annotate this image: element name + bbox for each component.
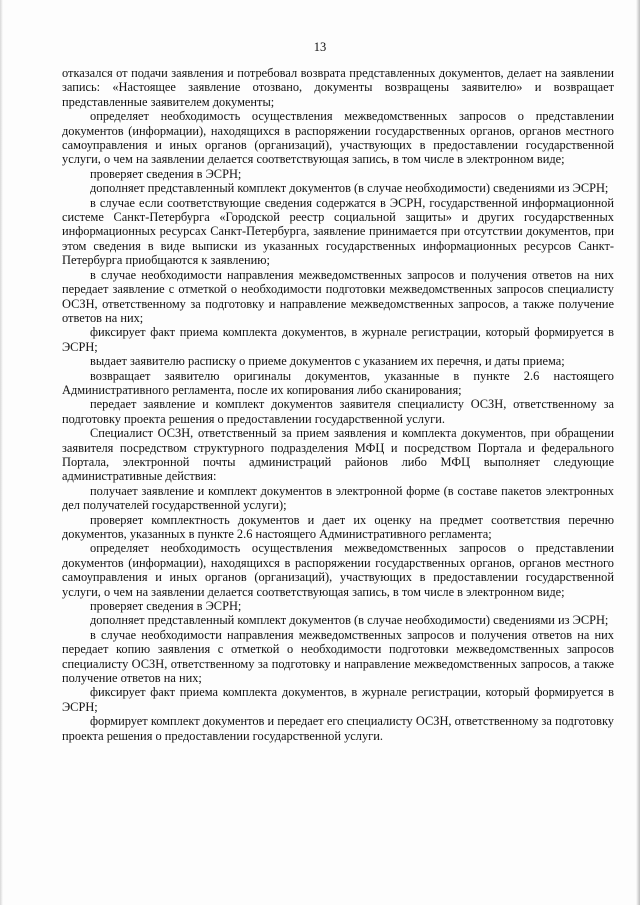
paragraph: отказался от подачи заявления и потребовал возврата представленных документов, делает на заявлении запись: «Настоящее заявление отозвано, документы возвращены заявителю» и возвращает представленные заявителем документы;	[62, 66, 614, 109]
paragraph: в случае необходимости направления межведомственных запросов и получения ответов на них передает копию заявления с отметкой о необходимости подготовки межведомственных запросов специалисту ОСЗН, ответственному за подготовку и направление межведомственных запросов, а также получение ответов на них;	[62, 627, 614, 686]
paragraph: проверяет сведения в ЭСРН;	[90, 166, 242, 181]
paragraph: определяет необходимость осуществления межведомственных запросов о представлении документов (информации), находящихся в распоряжении государственных органов, органов местного самоуправления и иных органов (организаций), участвующих в предоставлении государственной услуги, о чем на заявлении делается соответствующая запись, в том числе в электронном виде;	[62, 109, 614, 167]
paragraph: фиксирует факт приема комплекта документов, в журнале регистрации, который формируется в ЭСРН;	[62, 685, 614, 714]
paragraph: определяет необходимость осуществления межведомственных запросов о представлении документов (информации), находящихся в распоряжении государственных органов, органов местного самоуправления и иных органов (организаций), участвующих в предоставлении государственной услуги, о чем на заявлении делается соответствующая запись, в том числе в электронном виде;	[62, 541, 614, 599]
paragraph: передает заявление и комплект документов заявителя специалисту ОСЗН, ответственному за подготовку проекта решения о предоставлении государственной услуги.	[62, 397, 614, 426]
paragraph: проверяет комплектность документов и дает их оценку на предмет соответствия перечню документов, указанных в пункте 2.6 настоящего Административного регламента;	[62, 512, 614, 541]
paragraph: Специалист ОСЗН, ответственный за прием заявления и комплекта документов, при обращении заявителя посредством структурного подразделения МФЦ и посредством Портала и федерального Портала, электронной почты администраций районов либо МФЦ выполняет следующие административные действия:	[62, 426, 614, 484]
scan-edge-left	[0, 0, 3, 905]
paragraph: формирует комплект документов и передает его специалисту ОСЗН, ответственному за подготовку проекта решения о предоставлении государственной услуги.	[62, 714, 614, 743]
paragraph: проверяет сведения в ЭСРН;	[90, 599, 242, 614]
scan-edge-right	[636, 0, 640, 905]
page-number: 13	[313, 40, 327, 54]
paragraph: получает заявление и комплект документов в электронной форме (в составе пакетов электронных дел получателей государственной услуги);	[62, 483, 614, 513]
document-body	[62, 66, 614, 743]
paragraph: фиксирует факт приема комплекта документов, в журнале регистрации, который формируется в ЭСРН;	[62, 325, 614, 354]
paragraph: дополняет представленный комплект документов (в случае необходимости) сведениями из ЭСРН;	[90, 613, 609, 628]
paragraph: в случае необходимости направления межведомственных запросов и получения ответов на них передает заявление с отметкой о необходимости подготовки межведомственных запросов специалисту ОСЗН, ответственному за подготовку и направление межведомственных запросов, а также получение ответов на них;	[62, 267, 614, 325]
paragraph: выдает заявителю расписку о приеме документов с указанием их перечня, и даты приема;	[90, 354, 565, 369]
paragraph: возвращает заявителю оригиналы документов, указанные в пункте 2.6 настоящего Административного регламента, после их копирования либо сканирования;	[62, 368, 614, 397]
paragraph: в случае если соответствующие сведения содержатся в ЭСРН, государственной информационной системе Санкт-Петербурга «Городской реестр социальной защиты» и других государственных информационных ресурсах Санкт-Петербурга, заявление принимается при отсутствии документов, при этом сведения в виде выписки из указанных государственных информационных ресурсов Санкт-Петербурга приобщаются к заявлению;	[62, 195, 614, 268]
paragraph: дополняет представленный комплект документов (в случае необходимости) сведениями из ЭСРН;	[90, 181, 609, 196]
